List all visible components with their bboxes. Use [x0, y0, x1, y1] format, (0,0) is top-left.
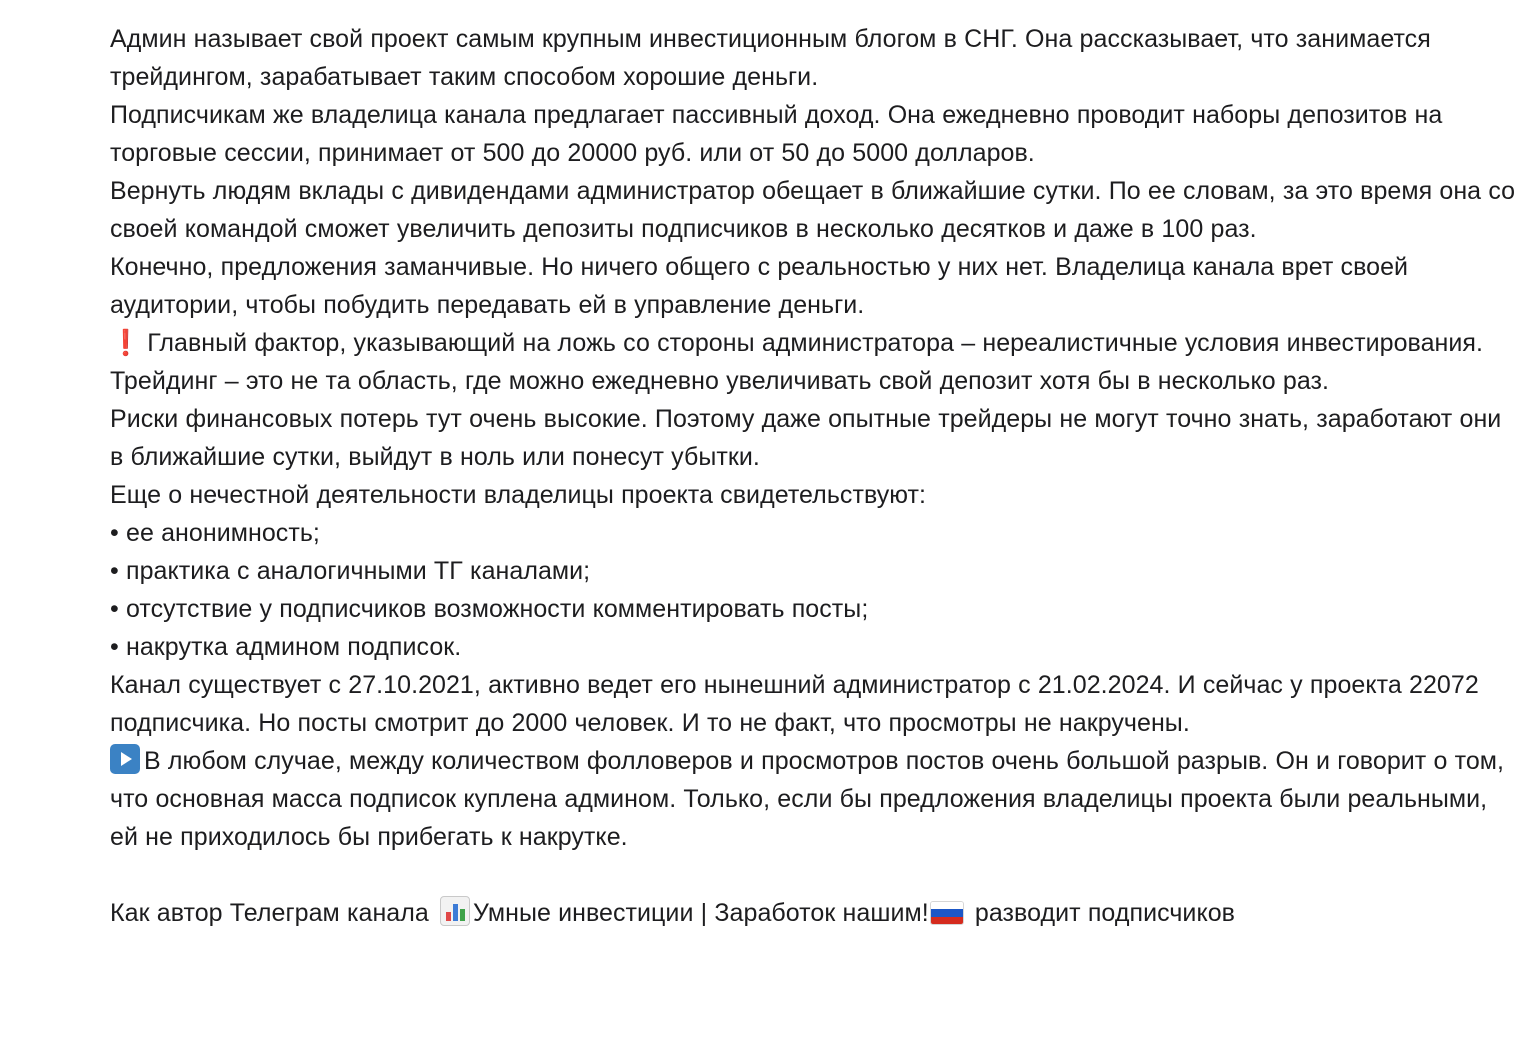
play-button-icon	[110, 744, 140, 774]
list-item: • практика с аналогичными ТГ каналами;	[110, 557, 591, 585]
article-body	[110, 20, 1520, 932]
bar-chart-icon	[440, 896, 470, 926]
main-factor-text: Главный фактор, указывающий на ложь со стороны администратора – нереалистичные условия инвестирования.	[147, 329, 1483, 357]
footer-suffix: разводит подписчиков	[974, 899, 1235, 927]
russia-flag-icon	[930, 901, 964, 925]
footer-prefix: Как автор Телеграм канала	[110, 899, 429, 927]
blank-line	[110, 856, 1520, 894]
paragraph-evidence: Еще о нечестной деятельности владелицы проекта свидетельствуют:	[110, 481, 927, 509]
list-item: • накрутка админом подписок.	[110, 633, 462, 661]
list-item: • ее анонимность;	[110, 519, 320, 547]
paragraph-main-factor	[110, 324, 1520, 362]
paragraph-channel-stats: Канал существует с 27.10.2021, активно ведет его нынешний администратор с 21.02.2024. И сейчас у проекта 22072 подписчика. Но посты смотрит до 2000 человек. И то не факт, что просмотры не накручены.	[110, 671, 1479, 737]
paragraph-trading: Трейдинг – это не та область, где можно ежедневно увеличивать свой депозит хотя бы в несколько раз.	[110, 367, 1330, 395]
paragraph-offer: Подписчикам же владелица канала предлагает пассивный доход. Она ежедневно проводит наборы депозитов на торговые сессии, принимает от 500 до 20000 руб. или от 50 до 5000 долларов.	[110, 101, 1443, 167]
exclamation-icon: ❗	[110, 329, 142, 357]
conclusion-text: В любом случае, между количеством фолловеров и просмотров постов очень большой разрыв. Он и говорит о том, что основная масса подписок куплена админом. Только, если бы предложения владелицы проекта были реальными, ей не приходилось бы прибегать к накрутке.	[110, 747, 1505, 851]
paragraph-risks: Риски финансовых потерь тут очень высокие. Поэтому даже опытные трейдеры не могут точно знать, заработают они в ближайшие сутки, выйдут в ноль или понесут убытки.	[110, 405, 1502, 471]
channel-name: Умные инвестиции | Заработок нашим!	[473, 899, 929, 927]
paragraph-intro: Админ называет свой проект самым крупным инвестиционным блогом в СНГ. Она рассказывает, что занимается трейдингом, зарабатывает таким способом хорошие деньги.	[110, 25, 1431, 91]
paragraph-promise: Вернуть людям вклады с дивидендами администратор обещает в ближайшие сутки. По ее словам, за это время она со своей командой сможет увеличить депозиты подписчиков в несколько десятков и даже в 100 раз.	[110, 177, 1516, 243]
list-item: • отсутствие у подписчиков возможности комментировать посты;	[110, 595, 869, 623]
footer-title	[110, 894, 1520, 932]
paragraph-conclusion	[110, 742, 1520, 856]
paragraph-lie: Конечно, предложения заманчивые. Но ничего общего с реальностью у них нет. Владелица канала врет своей аудитории, чтобы побудить передавать ей в управление деньги.	[110, 253, 1409, 319]
